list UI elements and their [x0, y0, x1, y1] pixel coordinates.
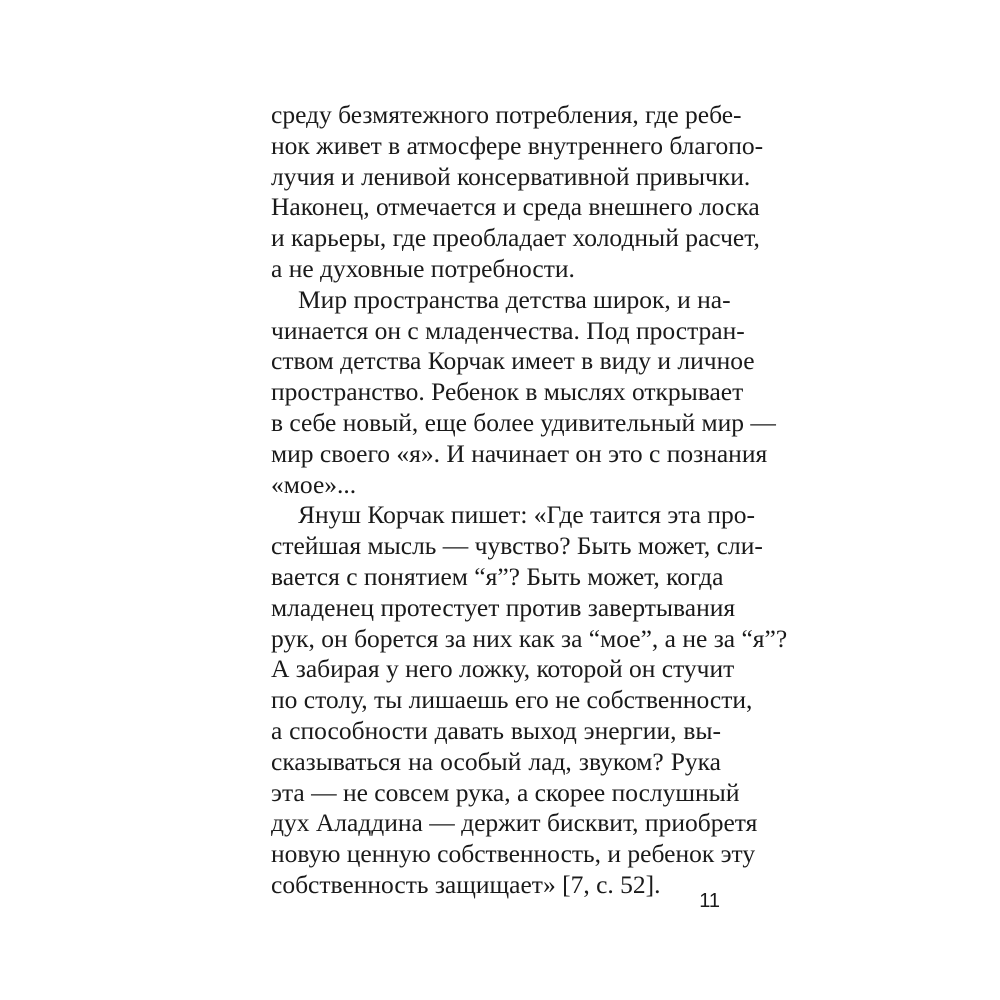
- text-line: А забирая у него ложку, которой он стучит: [271, 654, 735, 684]
- text-line: и карьеры, где преобладает холодный расчет,: [271, 223, 760, 253]
- text-line: Януш Корчак пишет: «Где таится эта про-: [298, 500, 756, 530]
- text-line: стейшая мысль — чувство? Быть может, сли-: [271, 531, 763, 561]
- text-line: а не духовные потребности.: [271, 253, 575, 283]
- text-line: эта — не совсем рука, а скорее послушный: [271, 777, 740, 807]
- text-line: ством детства Корчак имеет в виду и личное: [271, 346, 755, 376]
- text-line: в себе новый, еще более удивительный мир —: [271, 407, 776, 437]
- text-line: рук, он борется за них как за “мое”, а не за “я”?: [271, 623, 788, 653]
- text-line: Мир пространства детства широк, и на-: [298, 284, 731, 314]
- text-line: младенец протестует против завертывания: [271, 592, 736, 622]
- page-number: 11: [699, 890, 720, 912]
- text-line: лучия и ленивой консервативной привычки.: [271, 161, 751, 191]
- body-text: [271, 100, 788, 901]
- text-line: Наконец, отмечается и среда внешнего лоска: [271, 192, 760, 222]
- text-line: дух Аладдина — держит бисквит, приобретя: [271, 808, 758, 838]
- text-line: новую ценную собственность, и ребенок эту: [271, 839, 756, 869]
- text-line: чинается он с младенчества. Под простран-: [271, 315, 745, 345]
- text-line: «мое»...: [271, 469, 357, 499]
- text-line: мир своего «я». И начинает он это с познания: [271, 438, 768, 468]
- text-line: собственность защищает» [7, с. 52].: [271, 869, 661, 899]
- text-line: по столу, ты лишаешь его не собственности,: [271, 685, 753, 715]
- text-line: а способности давать выход энергии, вы-: [271, 715, 721, 745]
- text-line: вается с понятием “я”? Быть может, когда: [271, 561, 724, 591]
- text-line: среду безмятежного потребления, где ребе-: [271, 100, 742, 129]
- text-line: пространство. Ребенок в мыслях открывает: [271, 377, 744, 407]
- text-line: сказываться на особый лад, звуком? Рука: [271, 746, 721, 776]
- text-line: нок живет в атмосфере внутреннего благопо-: [271, 130, 764, 160]
